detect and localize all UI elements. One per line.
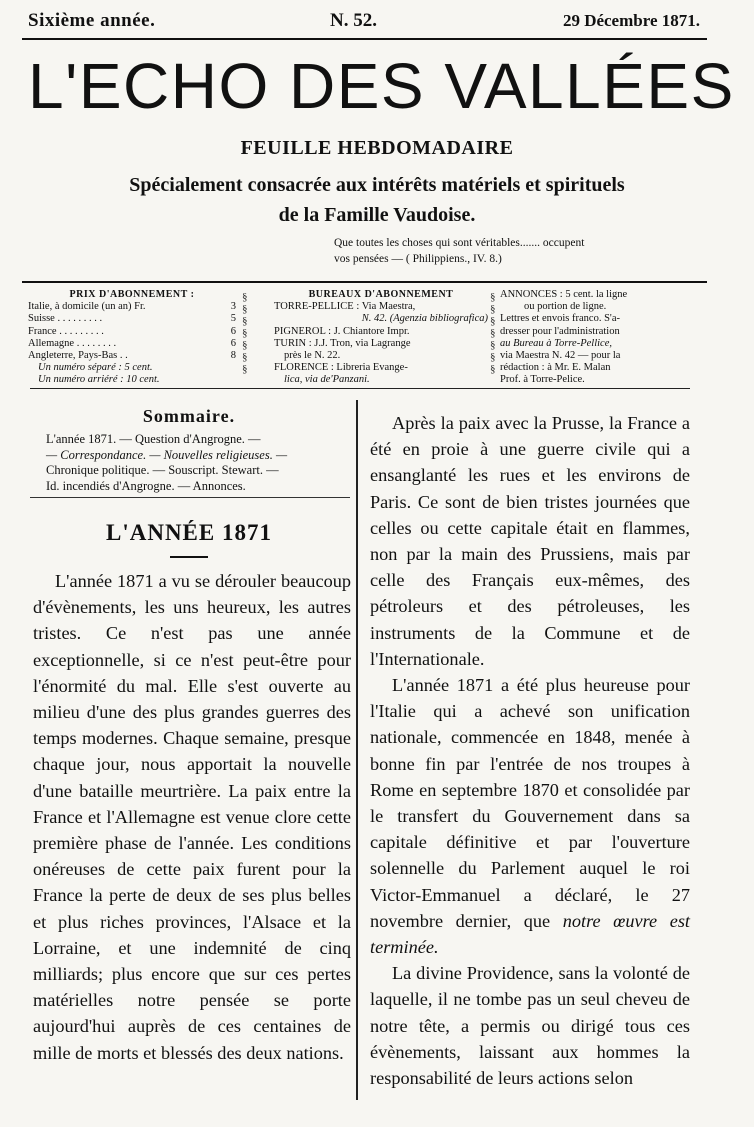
price-label: Angleterre, Pays-Bas . . (28, 350, 128, 362)
epigraph-line-2: vos pensées — ( Philippiens., IV. 8.) (334, 253, 502, 265)
title-rule (170, 556, 208, 558)
masthead-top (28, 10, 700, 34)
newspaper-title: L'ECHO DES VALLÉES (28, 50, 735, 122)
article-paragraph: Après la paix avec la Prusse, la France a été en proie à une guerre civile qui a ensanglanté les rues et les environs de Paris. Ce sont de bien tristes journées que celles ou cette capitale était en flammes, non par la main des Prussiens, mais par celle des Français eux-mêmes, des pétroleurs et des pétroleuses, les instruments de la Commune et de l'Internationale. (370, 413, 690, 669)
prices-heading: PRIX D'ABONNEMENT : (69, 289, 195, 300)
ad-line: dresser pour l'administration (500, 325, 620, 337)
price-value: 6 (230, 337, 236, 349)
article-paragraph: La divine Providence, sans la volonté de laquelle, il ne tombe pas un seul cheveu de notre tête, a permis ou dirigé tous ces évènements, laissant aux hommes la responsabilité de leurs actions selon (370, 963, 690, 1089)
subscription-info (22, 289, 712, 385)
newspaper-subtitle: FEUILLE HEBDOMADAIRE (240, 137, 514, 159)
office-line: lica, via de'Panzani. (284, 374, 370, 386)
column-divider (356, 400, 358, 1100)
price-row (28, 326, 236, 338)
ad-line: ANNONCES : 5 cent. la ligne (500, 289, 628, 300)
article-title: L'ANNÉE 1871 (106, 520, 272, 545)
summary-list (46, 432, 346, 494)
advertising-info (500, 289, 712, 387)
price-label: Allemagne . . . . . . . . (28, 337, 117, 349)
column-separator: § § § § § § § (490, 291, 496, 375)
single-issue-price: Un numéro séparé : 5 cent. (38, 362, 153, 374)
office-line: FLORENCE : Libreria Evange- (274, 362, 408, 374)
summary-rule (30, 497, 350, 498)
office-line: près le N. 22. (284, 350, 341, 362)
price-label: France . . . . . . . . . (28, 325, 104, 337)
price-row (28, 313, 236, 325)
article-paragraph: L'année 1871 a vu se dérouler beaucoup d'évènements, les uns heureux, les autres tristes. Ce n'est pas une année exceptionnelle, si ce n'est peut-être pour l'énormité du mal. Elle s'est ouverte au milieu d'une des plus grandes guerres des temps modernes. Chaque semaine, presque chaque jour, nous apportait la nouvelle d'une bataille meurtrière. La paix entre la France et l'Allemagne est venue clore cette première phase de l'année. Les conditions onéreuses de cette paix furent pour la France la perte de deux de ses plus belles et plus riches provinces, l'Alsace et la Lorraine, et une indemnité de cinq milliards; plus encore que sur ces pertes matérielles notre pensée se porte aujourd'hui auprès de ces centaines de mille de morts et blessés des deux nations. (33, 571, 351, 1063)
office-line: TURIN : J.J. Tron, via Lagrange (274, 337, 411, 349)
price-value: 8 (230, 350, 236, 362)
tagline-line-2: de la Famille Vaudoise. (278, 204, 476, 226)
issue-date: 29 Décembre 1871. (562, 11, 700, 30)
back-issue-price: Un numéro arriéré : 10 cent. (38, 374, 160, 386)
epigraph (334, 235, 694, 267)
ad-line: ou portion de ligne. (524, 301, 607, 313)
article-paragraph (370, 672, 690, 960)
ad-line: Lettres et envois franco. S'a- (500, 313, 620, 325)
price-label: Suisse . . . . . . . . . (28, 313, 103, 325)
infobox-bottom-rule (30, 388, 690, 389)
newspaper-tagline (0, 170, 754, 230)
price-row (28, 350, 236, 362)
office-line: N. 42. (Agenzia bibliografica) (361, 313, 488, 325)
summary-line: Id. incendiés d'Angrogne. — Annonces. (46, 478, 246, 493)
issue-year: Sixième année. (28, 10, 156, 31)
ad-line: via Maestra N. 42 — pour la (500, 350, 621, 362)
ad-line: au Bureau à Torre-Pellice, (500, 337, 612, 349)
summary-line: — Correspondance. — Nouvelles religieuses. — (46, 447, 288, 462)
subscription-prices (28, 289, 236, 387)
summary-title: Sommaire. (142, 406, 236, 426)
article-quote: notre œuvre est terminée. (370, 910, 691, 958)
price-value: 3 (230, 301, 236, 313)
infobox-top-rule (22, 281, 707, 283)
ad-line: rédaction : à Mr. E. Malan (500, 362, 611, 374)
price-row (28, 301, 236, 313)
summary-line: Chronique politique. — Souscript. Stewart. — (46, 463, 279, 477)
article-right-column (370, 410, 690, 1091)
masthead-rule (22, 38, 707, 40)
price-label: Italie, à domicile (un an) Fr. (28, 301, 146, 313)
article-text: L'année 1871 a été plus heureuse pour l'Italie qui a achevé son unification nationale, commencée en 1848, menée à bonne fin par l'entrée de nos troupes à Rome en septembre 1870 et consolidée par le transfert du Gouvernement dans sa capitale définitive et par l'ouverture solennelle du Parlement auquel le roi Victor-Emmanuel a déclaré, le 27 novembre dernier, que (370, 675, 690, 931)
subscription-offices (274, 289, 488, 387)
article-left-column (33, 568, 351, 1066)
column-separator: § § § § § § § (242, 291, 248, 375)
ad-line: Prof. à Torre-Pelice. (500, 374, 585, 386)
price-value: 6 (230, 325, 236, 337)
epigraph-line-1: Que toutes les choses qui sont véritables....... occupent (334, 237, 585, 249)
offices-heading: BUREAUX D'ABONNEMENT (308, 289, 454, 300)
price-value: 5 (230, 313, 236, 325)
price-row (28, 338, 236, 350)
office-line: TORRE-PELLICE : Via Maestra, (274, 301, 416, 313)
summary-line: L'année 1871. — Question d'Angrogne. — (46, 432, 261, 446)
tagline-line-1: Spécialement consacrée aux intérêts matériels et spirituels (129, 174, 625, 196)
issue-number: N. 52. (330, 10, 377, 31)
office-line: PIGNEROL : J. Chiantore Impr. (274, 325, 410, 337)
